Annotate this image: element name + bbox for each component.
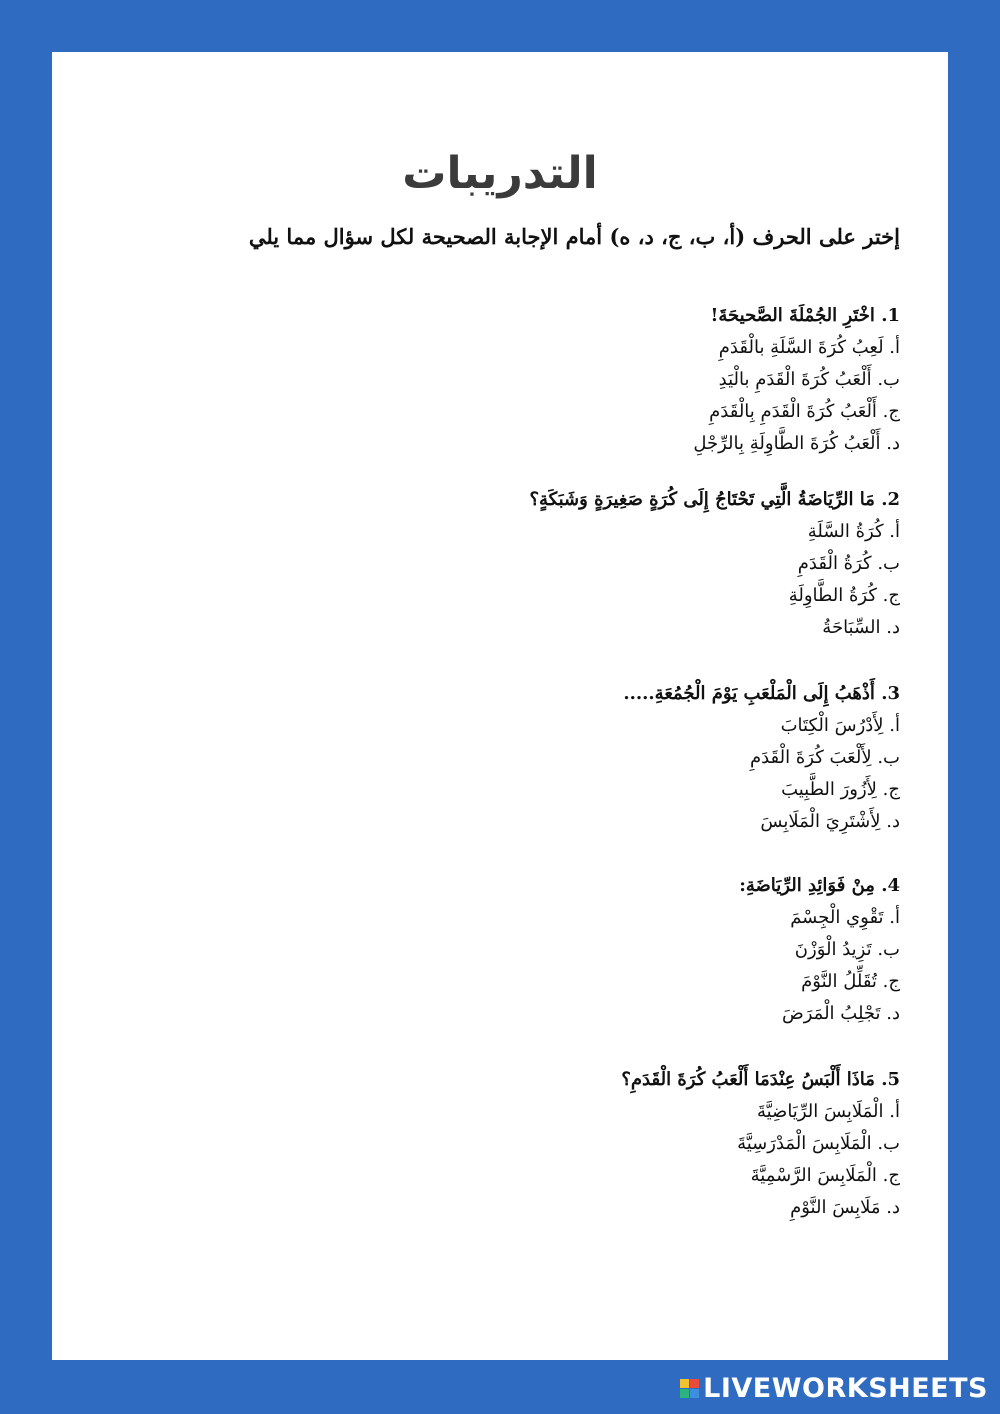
worksheet-page: [52, 52, 948, 1360]
option-c[interactable]: ج. تُقَلِّلُ النَّوْمَ: [801, 971, 900, 992]
option-b[interactable]: ب. أَلْعَبُ كُرَةَ الْقَدَمِ بالْيَدِ: [718, 369, 900, 390]
question-5: [380, 1064, 900, 1224]
question-text: 5. مَاذَا أَلْبَسُ عِنْدَمَا أَلْعَبُ كُرَةَ الْقَدَمِ؟: [621, 1069, 900, 1090]
option-a[interactable]: أ. كُرَةُ السَّلَةِ: [807, 521, 900, 542]
option-a[interactable]: أ. لِأَدْرُسَ الْكِتَابَ: [780, 715, 900, 736]
instruction-text: إختر على الحرف (أ، ب، ج، د، ه) أمام الإجابة الصحيحة لكل سؤال مما يلي: [248, 224, 900, 249]
option-b[interactable]: ب. تَزِيدُ الْوَزْنَ: [794, 939, 900, 960]
worksheet-title: التدريبات: [402, 148, 598, 199]
option-a[interactable]: أ. لَعِبُ كُرَةَ السَّلَةِ بالْقَدَمِ: [718, 337, 900, 358]
option-c[interactable]: ج. لِأَزُورَ الطَّبِيبَ: [781, 779, 900, 800]
option-d[interactable]: د. السِّبَاحَةُ: [822, 617, 900, 638]
question-2: [380, 484, 900, 644]
logo-square: [680, 1389, 689, 1398]
logo-square: [680, 1379, 689, 1388]
logo-square: [690, 1389, 699, 1398]
option-d[interactable]: د. لِأَشْتَرِيَ الْمَلَابِسَ: [760, 811, 900, 832]
option-c[interactable]: ج. أَلْعَبُ كُرَةَ الْقَدَمِ بِالْقَدَمِ: [709, 401, 900, 422]
logo-square: [690, 1379, 699, 1388]
option-d[interactable]: د. أَلْعَبُ كُرَةَ الطَّاوِلَةِ بِالرِّجْلِ: [693, 433, 900, 454]
question-text: 1. اخْتَرِ الجُمْلَةَ الصَّحيحَةَ!: [710, 305, 900, 326]
option-c[interactable]: ج. كُرَةُ الطَّاوِلَةِ: [788, 585, 900, 606]
question-4: [380, 870, 900, 1030]
option-b[interactable]: ب. كُرَةُ الْقَدَمِ: [797, 553, 900, 574]
option-d[interactable]: د. مَلَابِسَ النَّوْمِ: [790, 1197, 900, 1218]
logo-text: LIVEWORKSHEETS: [703, 1373, 988, 1404]
question-1: [380, 300, 900, 460]
option-b[interactable]: ب. لِأَلْعَبَ كُرَةَ الْقَدَمِ: [749, 747, 900, 768]
option-a[interactable]: أ. تَقْوِي الْجِسْمَ: [790, 907, 900, 928]
question-text: 2. مَا الرِّيَاضَةُ الَّتِي تَحْتَاجُ إِلَى كُرَةٍ صَغِيرَةٍ وَشَبَكَةٍ؟: [529, 489, 900, 510]
option-b[interactable]: ب. الْمَلَابِسَ الْمَدْرَسِيَّةَ: [737, 1133, 900, 1154]
question-text: 3. أَذْهَبُ إِلَى الْمَلْعَبِ يَوْمَ الْجُمُعَةِ.....: [623, 683, 900, 704]
question-text: 4. مِنْ فَوَائِدِ الرِّيَاضَةِ:: [739, 875, 900, 896]
liveworksheets-logo[interactable]: [680, 1373, 988, 1404]
logo-icon: [680, 1379, 699, 1398]
question-3: [380, 678, 900, 838]
option-a[interactable]: أ. الْمَلَابِسَ الرِّيَاضِيَّةَ: [756, 1101, 900, 1122]
option-d[interactable]: د. تَجْلِبُ الْمَرَضَ: [781, 1003, 900, 1024]
option-c[interactable]: ج. الْمَلَابِسَ الرَّسْمِيَّةَ: [750, 1165, 900, 1186]
